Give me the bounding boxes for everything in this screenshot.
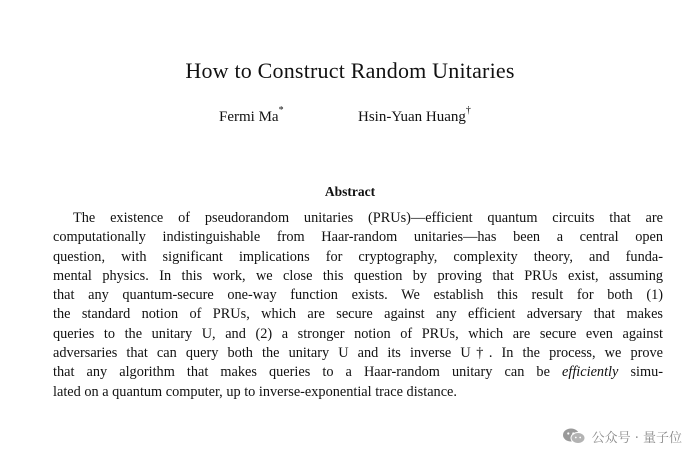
abstract-line-8: adversaries that can query both the unitary U and its inverse U†. In the process, we prove [53,345,663,362]
abstract-line-6: the standard notion of PRUs, which are secure against any efficient adversary that makes [53,306,663,323]
watermark [562,425,682,447]
abstract-line-9 [53,363,663,382]
wechat-icon [562,427,586,445]
abstract-line-3: question, with significant implications for cryptography, complexity theory, and funda- [53,248,663,265]
author-2-name: Hsin-Yuan Huang [358,109,466,125]
watermark-text: 公众号 · 量子位 [591,430,682,446]
author-2 [358,107,471,126]
abstract-line-4: mental physics. In this work, we close this question by proving that PRUs exist, assuming [53,267,663,284]
abstract-line-5: that any quantum-secure one-way function exists. We establish this result for both (1) [53,287,663,304]
author-1 [219,107,284,126]
author-2-mark: † [465,105,471,116]
abstract-line-10: lated on a quantum computer, up to inverse-exponential trace distance. [53,383,457,400]
author-1-name: Fermi Ma [219,109,279,125]
abstract-line-7: queries to the unitary U, and (2) a stronger notion of PRUs, which are secure even against [53,325,663,342]
abstract-heading: Abstract [324,184,376,199]
abstract-line-9-before: that any algorithm that makes queries to a Haar-random unitary can be [53,364,562,381]
author-1-mark: * [278,105,284,116]
paper-title: How to Construct Random Unitaries [185,58,515,83]
abstract-body [53,209,663,402]
abstract-line-9-after: simu- [618,364,664,381]
abstract-line-9-emphasis: efficiently [562,364,619,381]
abstract-line-2: computationally indistinguishable from Haar-random unitaries—has been a central open [53,229,663,246]
abstract-line-1: The existence of pseudorandom unitaries (PRUs)—efficient quantum circuits that are [73,210,663,226]
